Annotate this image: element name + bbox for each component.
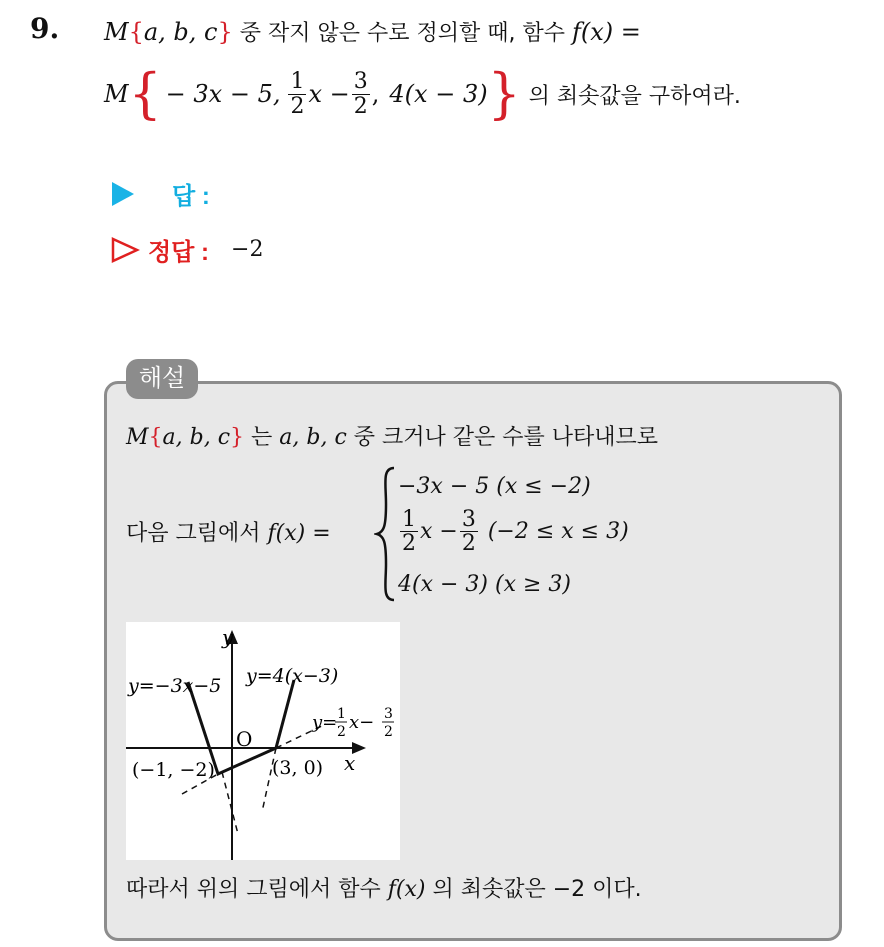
piece-2-frac-2-num: 3 [461,507,476,532]
m-symbol: M [104,18,129,46]
label-half-den2: 2 [384,724,393,740]
label-line-half-mid: x− [349,712,375,733]
conclusion-a: 따라서 위의 그림에서 함수 [126,877,388,902]
piece-2-frac-1 [400,508,418,555]
graph-figure [126,622,400,860]
piecewise-prefix-text: 다음 그림에서 [126,521,268,546]
piece-2-frac-1-den: 2 [402,531,416,557]
fraction-3-den: 2 [353,93,368,119]
fraction-half-den: 2 [290,93,305,119]
solution-m: M [126,425,149,450]
solution-line-1 [126,420,658,451]
piece-3: 4(x − 3) (x ≥ 3) [398,572,571,597]
correct-answer-value: −2 [231,237,264,262]
question-text-a: 중 작지 않은 수로 정의할 때, 함수 [232,21,572,46]
solution-line-1-tail: 중 크거나 같은 수를 나타내므로 [346,425,659,450]
solution-conclusion [126,872,642,903]
conclusion-b: 의 최솟값은 −2 이다. [425,877,642,902]
answer-label: 답 : [172,183,210,210]
point-right-label: (3, 0) [272,757,324,779]
piece-2-frac-2 [460,508,478,555]
origin-label: O [236,727,253,751]
label-half-den1: 2 [337,724,346,740]
correct-answer-row [110,232,263,267]
question-func: f(x) = [572,18,641,46]
brace-close: } [217,18,233,46]
point-left-label: (−1, −2) [132,759,215,781]
solution-brace-close: } [230,425,245,450]
term-1: − 3x − 5, [165,80,281,108]
question-number: 9. [30,12,60,45]
label-half-num2: 3 [384,706,393,722]
dashed-line-steep-neg [222,772,238,834]
piece-2-x: x − [420,519,458,545]
piece-2-frac-2-den: 2 [461,531,476,557]
question-line-1 [104,16,641,47]
piece-2 [398,508,629,555]
solution-vars-1: a, b, c [162,425,231,450]
answer-row [112,176,210,211]
term-2-x: x − [308,80,350,108]
question-tail: 의 최솟값을 구하여라. [528,83,741,109]
label-line-neg: y=−3x−5 [128,675,222,697]
fraction-half [288,70,306,117]
piecewise-brace [374,464,398,604]
play-filled-icon [112,182,134,206]
piecewise-func: f(x) = [267,521,331,546]
piece-1: −3x − 5 (x ≤ −2) [398,474,591,499]
brace-open: { [128,18,144,46]
comma: , [371,80,380,108]
piece-2-frac-1-num: 1 [402,507,416,532]
piece-2-cond: (−2 ≤ x ≤ 3) [487,519,629,545]
question-line-2 [104,62,741,126]
conclusion-func: f(x) [387,877,426,902]
y-axis-label: y [222,625,234,649]
correct-answer-label: 정답 : [148,239,210,266]
question-vars: a, b, c [143,18,218,46]
fraction-three-halves [352,70,370,117]
solution-brace-open: { [148,425,163,450]
brace-close-large: } [487,62,521,126]
fraction-half-num: 1 [290,69,305,95]
piecewise-prefix [126,516,331,547]
label-line-half-prefix: y= [312,712,338,733]
brace-open-large: { [128,62,162,126]
play-outline-icon [110,236,140,264]
fraction-3-num: 3 [353,69,368,95]
label-line-pos: y=4(x−3) [246,665,339,687]
term-3: 4(x − 3) [389,80,488,108]
m-symbol-2: M [104,80,129,108]
label-half-num1: 1 [337,706,346,722]
solution-vars-2: a, b, c [279,425,347,450]
graph-svg [126,622,400,860]
solution-tag: 해설 [126,359,198,399]
solution-line-1-mid: 는 [244,425,280,450]
x-axis-label: x [344,751,356,775]
